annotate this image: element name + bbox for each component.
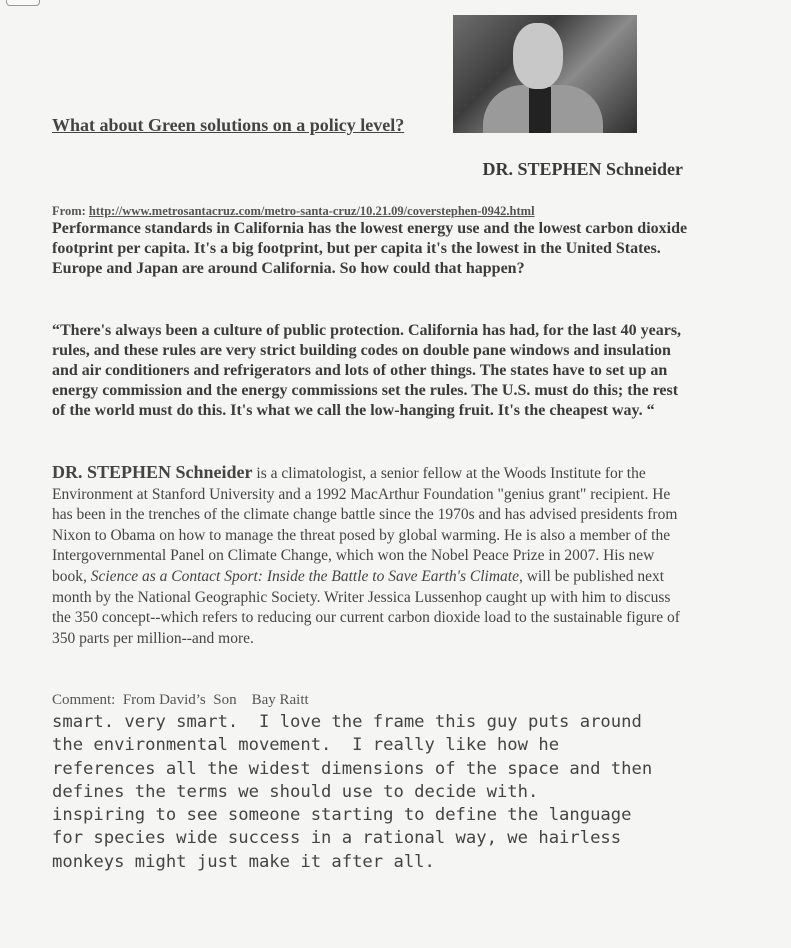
author-name: DR. STEPHEN Schneider [482,159,683,179]
comment-line: monkeys might just make it after all. [52,851,435,872]
comment-line: the environmental movement. I really like how he [52,735,560,756]
comment-line: defines the terms we should use to decide with. [52,781,539,802]
source-label: From: [52,204,86,218]
bio-text-1: is a climatologist, a senior fellow at the Woods Institute for the Environment at Stanford University and a 1992 MacArthur Foundation "genius grant" recipient. He has been in the trenches of the climate change battle since the 1970s and has advised presidents from Nixon to Obama on how to manage the threat posed by global warming. He is also a member of the Intergovernmental Panel on Climate Change, which won the Nobel Peace Prize in 2007. His new book, [52,465,678,585]
book-title: Science as a Contact Sport: Inside the Battle to Save Earth's Climate [90,567,519,585]
photo-shirt-shape [529,87,551,133]
comment-line: references all the widest dimensions of the space and then [52,758,653,779]
source-line [52,204,535,219]
comment-line: smart. very smart. I love the frame this guy puts around [52,712,642,732]
source-link[interactable]: http://www.metrosantacruz.com/metro-santa-cruz/10.21.09/coverstephen-0942.html [88,204,535,218]
portrait-photo [453,15,637,133]
bio-name: DR. STEPHEN Schneider [52,462,253,482]
comment-body [52,711,652,874]
bio-paragraph [52,462,687,649]
page-title: What about Green solutions on a policy level? [52,115,405,135]
menu-button[interactable] [6,0,40,6]
question-paragraph: Performance standards in California has the lowest energy use and the lowest carbon dioxide footprint per capita. It's a big footprint, but per capita it's the lowest in the United States. Europe and Japan are around California. So how could that happen? [52,220,688,277]
comment-line: for species wide success in a rational way, we hairless [52,828,622,849]
answer-quote: “There's always been a culture of public protection. California has had, for the last 40 years, rules, and these rules are very strict building codes on double pane windows and insulation and air conditioners and refrigerators and lots of other things. The states have to set up an energy commission and the energy commissions set the rules. The U.S. must do this; the rest of the world must do this. It's what we call the low-hanging fruit. It's the cheapest way. “ [52,322,682,419]
comment-header: Comment: From David’s Son Bay Raitt [52,692,309,708]
bio-text-2: , will be published next month by the National Geographic Society. Writer Jessica Lussenhop caught up with him to discuss the 350 concept--which refers to reducing our current carbon dioxide load to the sustainable figure of 350 parts per million--and more. [52,567,680,647]
comment-line: inspiring to see someone starting to define the language [52,805,632,826]
photo-face-shape [513,23,563,89]
